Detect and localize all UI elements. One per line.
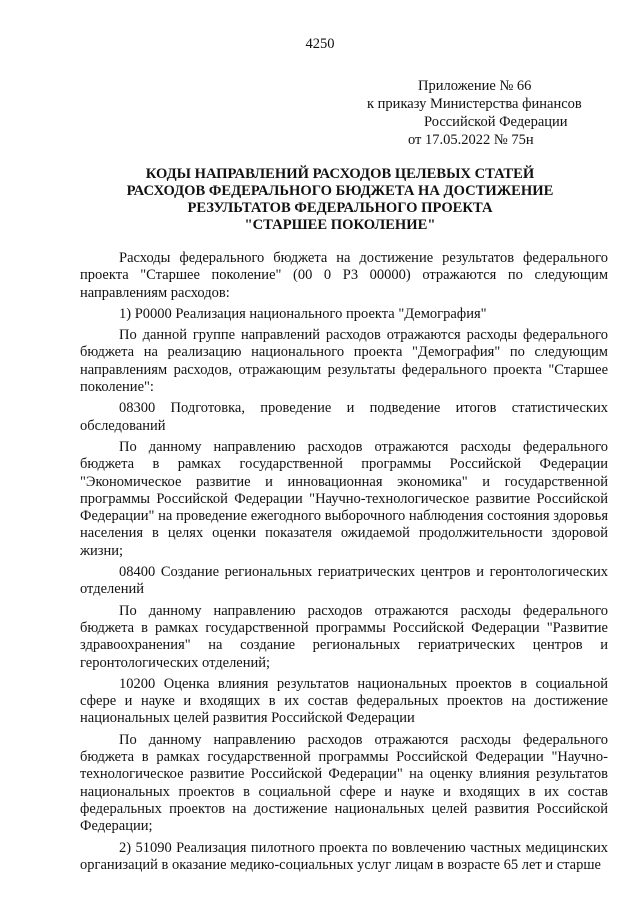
body-paragraph: 1) Р0000 Реализация национального проекта "Демография" <box>119 305 487 322</box>
title-line: РАСХОДОВ ФЕДЕРАЛЬНОГО БЮДЖЕТА НА ДОСТИЖЕНИЕ <box>126 183 554 199</box>
appendix-line: от 17.05.2022 № 75н <box>408 132 534 148</box>
appendix-line: Приложение № 66 <box>418 78 532 94</box>
body-paragraph: 10200 Оценка влияния результатов национальных проектов в социальной сфере и науке и входящих в их состав федеральных проектов на достижение национальных целей развития Российской Федерации <box>80 675 608 727</box>
body-paragraph: Расходы федерального бюджета на достижение результатов федерального проекта "Старшее поколение" (00 0 Р3 00000) отражаются по следующим направлениям расходов: <box>80 250 608 301</box>
document-title <box>0 166 640 234</box>
body-paragraph: По данному направлению расходов отражаются расходы федерального бюджета в рамках государственной программы Российской Федерации "Развитие здравоохранения" на создание региональных гериатрических центров и геронтологических отделений; <box>80 602 608 671</box>
title-line: РЕЗУЛЬТАТОВ ФЕДЕРАЛЬНОГО ПРОЕКТА <box>187 200 493 216</box>
body-paragraph: По данному направлению расходов отражаются расходы федерального бюджета в рамках государственной программы Российской Федерации "Экономическое развитие и инновационная экономика" и государственной программы Российской Федерации "Научно-технологическое развитие Российской Федерации" на проведение ежегодного выборочного наблюдения состояния здоровья населения в целях оценки показателя ожидаемой продолжительности здоровой жизни; <box>80 438 608 559</box>
title-line: КОДЫ НАПРАВЛЕНИЙ РАСХОДОВ ЦЕЛЕВЫХ СТАТЕЙ <box>145 166 535 182</box>
document-body <box>80 250 608 874</box>
appendix-line: Российской Федерации <box>424 114 568 130</box>
appendix-block <box>330 77 630 149</box>
page-number: 4250 <box>305 36 335 52</box>
body-paragraph: По данной группе направлений расходов отражаются расходы федерального бюджета на реализацию национального проекта "Демография" по следующим направлениям расходов, отражающим результаты федерального проекта "Старшее поколение": <box>80 327 608 396</box>
body-paragraph: 2) 51090 Реализация пилотного проекта по вовлечению частных медицинских организаций в оказание медико-социальных услуг лицам в возрасте 65 лет и старше <box>80 839 608 873</box>
body-paragraph: По данному направлению расходов отражаются расходы федерального бюджета в рамках государственной программы Российской Федерации "Научно-технологическое развитие Российской Федерации" на оценку влияния результатов национальных проектов в социальной сфере и науке и входящих в их состав федеральных проектов на достижение национальных целей развития Российской Федерации; <box>80 731 608 835</box>
body-paragraph: 08400 Создание региональных гериатрических центров и геронтологических отделений <box>80 564 608 598</box>
body-paragraph: 08300 Подготовка, проведение и подведение итогов статистических обследований <box>80 400 608 434</box>
appendix-line: к приказу Министерства финансов <box>367 96 582 112</box>
title-line: "СТАРШЕЕ ПОКОЛЕНИЕ" <box>244 217 436 233</box>
